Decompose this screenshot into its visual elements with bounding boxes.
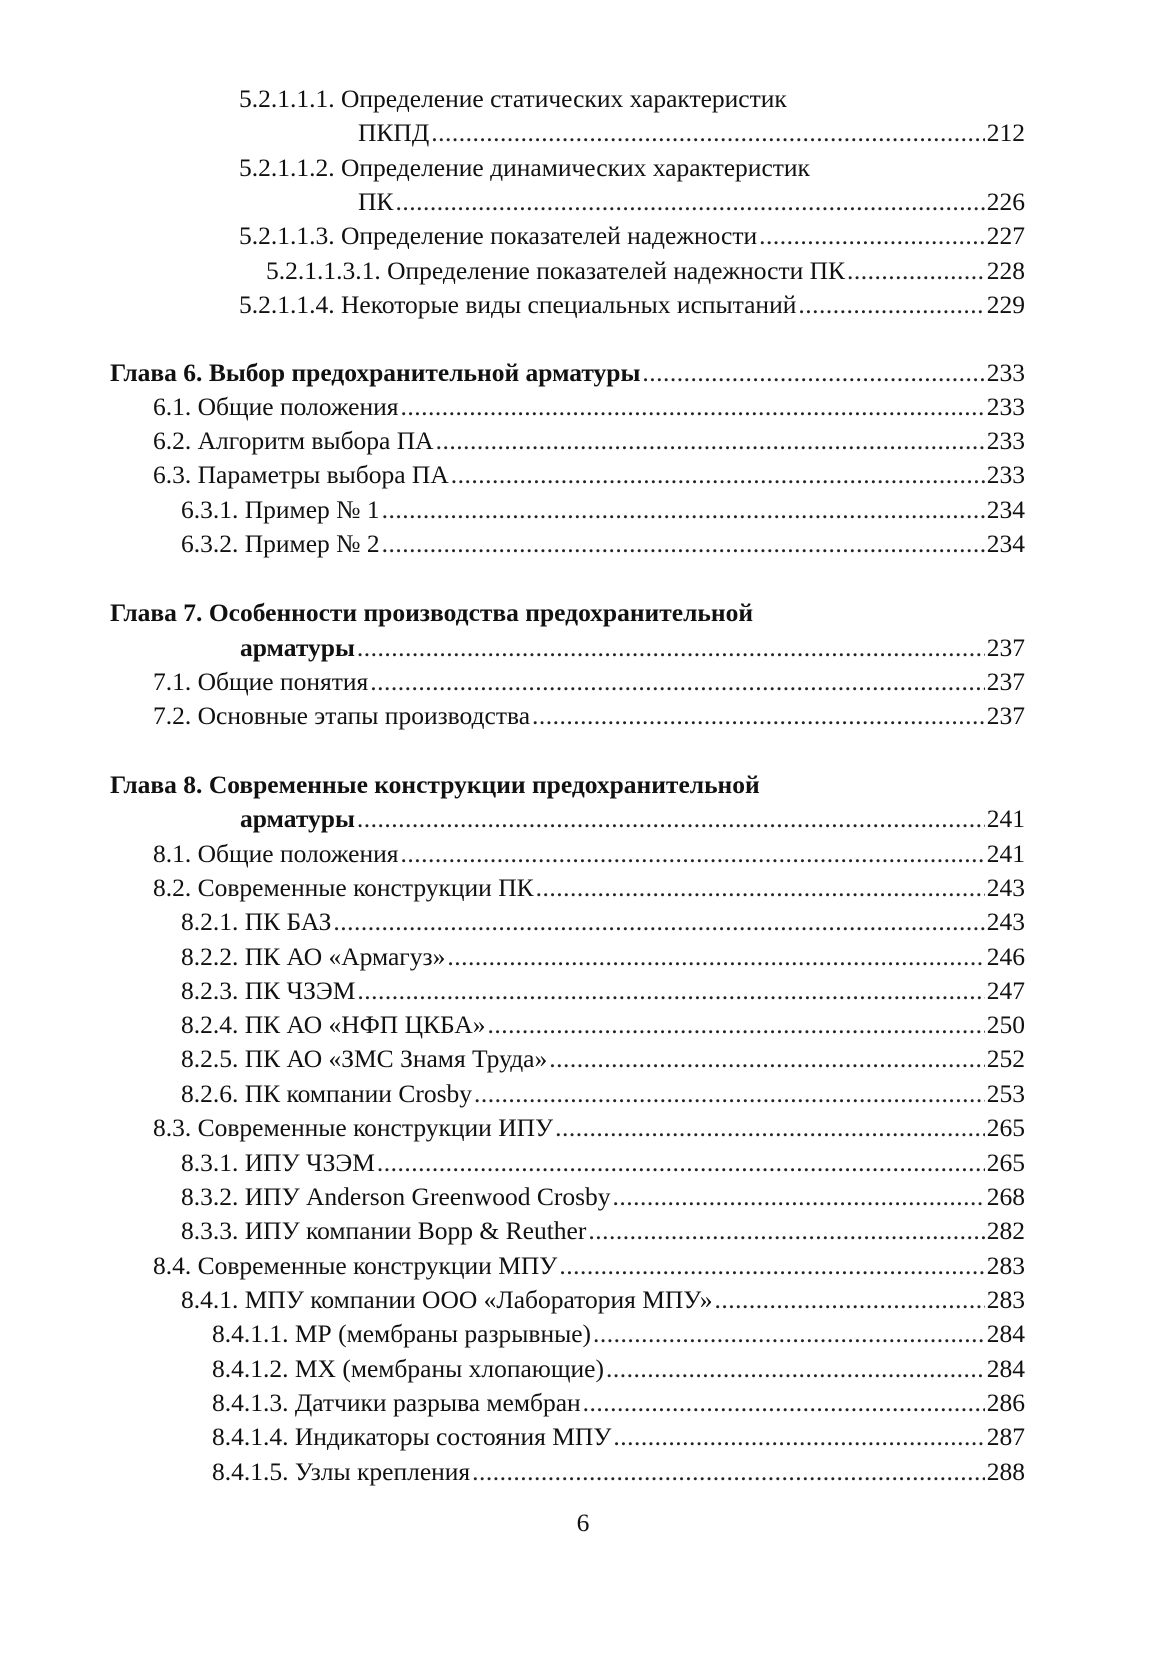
toc-entry-title: ПК компании Crosby xyxy=(244,1079,472,1108)
toc-entry-page: 233 xyxy=(986,426,1025,455)
toc-leader xyxy=(613,1421,984,1453)
toc-leader xyxy=(559,1250,984,1282)
toc-entry-title: Некоторые виды специальных испытаний xyxy=(341,290,797,319)
toc-entry-number: 8.4.1.5. xyxy=(212,1457,289,1486)
toc-entry[interactable] xyxy=(181,1181,1025,1213)
toc-entry[interactable] xyxy=(181,975,1025,1007)
toc-entry-number: 8.4.1.4. xyxy=(212,1422,289,1451)
toc-entry-title: ИПУ Anderson Greenwood Crosby xyxy=(244,1182,611,1211)
toc-entry-number: 8.4. xyxy=(153,1251,192,1280)
toc-leader xyxy=(606,1353,985,1385)
toc-entry-title: Общие положения xyxy=(197,392,399,421)
toc-entry-number: 6.3. xyxy=(153,460,192,489)
toc-chapter[interactable] xyxy=(240,803,1025,835)
toc-entry-page: 226 xyxy=(986,187,1025,216)
toc-chapter-number: Глава 7. xyxy=(110,598,203,627)
toc-entry-page: 283 xyxy=(986,1251,1025,1280)
toc-entry[interactable] xyxy=(181,494,1025,526)
toc-entry-number: 8.4.1. xyxy=(181,1285,239,1314)
toc-leader xyxy=(357,632,985,664)
toc-leader xyxy=(715,1284,985,1316)
toc-entry-title: Современные конструкции МПУ xyxy=(197,1251,558,1280)
toc-entry[interactable] xyxy=(181,1043,1025,1075)
toc-chapter[interactable] xyxy=(110,357,1025,389)
toc-entry[interactable] xyxy=(181,1215,1025,1247)
toc-entry-title: Датчики разрыва мембран xyxy=(294,1388,581,1417)
toc-entry-page: 241 xyxy=(986,804,1025,833)
toc-entry[interactable] xyxy=(212,1456,1025,1488)
toc-entry-title: МПУ компании ООО «Лаборатория МПУ» xyxy=(244,1285,713,1314)
toc-entry-page: 237 xyxy=(986,701,1025,730)
toc-entry-heading xyxy=(239,83,787,115)
toc-entry[interactable] xyxy=(153,391,1025,423)
toc-entry-number: 8.3.3. xyxy=(181,1216,239,1245)
toc-entry-page: 265 xyxy=(986,1148,1025,1177)
toc-entry-number: 8.2.1. xyxy=(181,907,239,936)
toc-entry-page: 233 xyxy=(986,358,1025,387)
toc-entry-title: Основные этапы производства xyxy=(197,701,531,730)
toc-entry[interactable] xyxy=(153,872,1025,904)
toc-entry-title: МХ (мембраны хлопающие) xyxy=(294,1354,604,1383)
toc-entry-page: 234 xyxy=(986,495,1025,524)
toc-entry-title: Алгоритм выбора ПА xyxy=(197,426,434,455)
toc-leader xyxy=(357,975,984,1007)
toc-chapter[interactable] xyxy=(240,632,1025,664)
toc-entry-page: 253 xyxy=(986,1079,1025,1108)
toc-entry-heading xyxy=(239,152,810,184)
toc-entry-title: Определение показателей надежности ПК xyxy=(387,256,846,285)
toc-entry-title: ПК АО «ЗМС Знамя Труда» xyxy=(244,1044,548,1073)
toc-entry-page: 286 xyxy=(986,1388,1025,1417)
toc-entry-page: 288 xyxy=(986,1457,1025,1486)
toc-entry-page: 252 xyxy=(986,1044,1025,1073)
toc-entry-title: ИПУ компании Bopp & Reuther xyxy=(244,1216,587,1245)
toc-entry-number: 6.2. xyxy=(153,426,192,455)
toc-entry-title: ПК xyxy=(358,187,394,216)
toc-entry-page: 268 xyxy=(986,1182,1025,1211)
toc-entry[interactable] xyxy=(153,700,1025,732)
toc-entry-page: 246 xyxy=(986,942,1025,971)
toc-leader xyxy=(357,803,985,835)
toc-leader xyxy=(487,1009,984,1041)
toc-leader xyxy=(377,1147,985,1179)
toc-chapter-title: Выбор предохранительной арматуры xyxy=(208,358,641,387)
toc-entry-number: 8.2.3. xyxy=(181,976,239,1005)
toc-entry-page: 282 xyxy=(986,1216,1025,1245)
toc-entry-page: 287 xyxy=(986,1422,1025,1451)
toc-entry-number: 5.2.1.1.3. xyxy=(239,221,335,250)
toc-entry-page: 212 xyxy=(986,118,1025,147)
toc-entry-number: 8.2. xyxy=(153,873,192,902)
toc-entry-number: 8.2.6. xyxy=(181,1079,239,1108)
toc-entry-title: Параметры выбора ПА xyxy=(197,460,449,489)
toc-entry[interactable] xyxy=(153,425,1025,457)
toc-leader xyxy=(333,906,984,938)
toc-chapter-title: Современные конструкции предохранительной xyxy=(208,770,760,799)
toc-leader xyxy=(642,357,984,389)
toc-leader xyxy=(370,666,984,698)
toc-entry[interactable] xyxy=(358,186,1025,218)
toc-entry-page: 234 xyxy=(986,529,1025,558)
toc-entry-number: 8.4.1.3. xyxy=(212,1388,289,1417)
toc-entry-number: 8.4.1.1. xyxy=(212,1319,289,1348)
toc-leader xyxy=(474,1078,985,1110)
toc-entry-title: ИПУ ЧЗЭМ xyxy=(244,1148,375,1177)
toc-leader xyxy=(447,941,984,973)
toc-leader xyxy=(555,1112,985,1144)
toc-leader xyxy=(436,425,985,457)
toc-entry-number: 6.3.2. xyxy=(181,529,239,558)
toc-entry-number: 8.2.5. xyxy=(181,1044,239,1073)
toc-leader xyxy=(536,872,985,904)
toc-entry-title: ПК АО «НФП ЦКБА» xyxy=(244,1010,486,1039)
toc-entry[interactable] xyxy=(153,459,1025,491)
toc-leader xyxy=(431,117,985,149)
toc-entry[interactable] xyxy=(358,117,1025,149)
toc-chapter-title: Особенности производства предохранительной xyxy=(208,598,754,627)
toc-entry-page: 237 xyxy=(986,667,1025,696)
toc-entry-page: 237 xyxy=(986,633,1025,662)
toc-entry[interactable] xyxy=(153,666,1025,698)
toc-entry-page: 284 xyxy=(986,1319,1025,1348)
toc-entry-title: Общие понятия xyxy=(197,667,369,696)
toc-entry-title: Определение показателей надежности xyxy=(341,221,758,250)
toc-entry[interactable] xyxy=(181,1284,1025,1316)
toc-entry-page: 228 xyxy=(986,256,1025,285)
toc-entry-number: 8.4.1.2. xyxy=(212,1354,289,1383)
toc-entry-number: 5.2.1.1.2. xyxy=(239,153,335,182)
toc-leader xyxy=(451,459,985,491)
toc-entry[interactable] xyxy=(212,1421,1025,1453)
toc-entry-title: Пример № 1 xyxy=(244,495,380,524)
toc-entry-title: ПК БАЗ xyxy=(244,907,332,936)
toc-entry-number: 8.3.2. xyxy=(181,1182,239,1211)
toc-entry-number: 5.2.1.1.4. xyxy=(239,290,335,319)
toc-entry-title: Узлы крепления xyxy=(294,1457,471,1486)
toc-entry-title: Определение статических характеристик xyxy=(341,84,787,113)
toc-entry[interactable] xyxy=(239,289,1025,321)
toc-entry-number: 8.2.4. xyxy=(181,1010,239,1039)
toc-leader xyxy=(759,220,985,252)
toc-entry[interactable] xyxy=(153,838,1025,870)
toc-leader xyxy=(382,528,985,560)
toc-leader xyxy=(395,186,984,218)
toc-chapter-heading xyxy=(110,597,753,629)
toc-leader xyxy=(532,700,985,732)
toc-entry[interactable] xyxy=(212,1353,1025,1385)
toc-entry[interactable] xyxy=(212,1387,1025,1419)
toc-entry-title: ПК АО «Армагуз» xyxy=(244,942,446,971)
toc-entry-page: 247 xyxy=(986,976,1025,1005)
toc-entry-page: 250 xyxy=(986,1010,1025,1039)
toc-leader xyxy=(588,1215,984,1247)
toc-entry-title: МР (мембраны разрывные) xyxy=(294,1319,592,1348)
toc-entry-page: 243 xyxy=(986,873,1025,902)
toc-entry-page: 243 xyxy=(986,907,1025,936)
toc-leader xyxy=(847,255,985,287)
toc-entry-number: 8.3.1. xyxy=(181,1148,239,1177)
toc-entry-number: 6.1. xyxy=(153,392,192,421)
toc-entry-number: 6.3.1. xyxy=(181,495,239,524)
toc-chapter-heading xyxy=(110,769,760,801)
toc-entry[interactable] xyxy=(266,255,1025,287)
toc-chapter-number: Глава 6. xyxy=(110,358,203,387)
toc-leader xyxy=(401,391,985,423)
toc-entry-title: ПКПД xyxy=(358,118,430,147)
toc-entry-page: 265 xyxy=(986,1113,1025,1142)
toc-entry[interactable] xyxy=(181,1009,1025,1041)
toc-entry-number: 5.2.1.1.1. xyxy=(239,84,335,113)
toc-leader xyxy=(382,494,985,526)
toc-entry-page: 283 xyxy=(986,1285,1025,1314)
toc-entry-page: 227 xyxy=(986,221,1025,250)
toc-leader xyxy=(472,1456,985,1488)
toc-entry-title: Пример № 2 xyxy=(244,529,380,558)
toc-entry[interactable] xyxy=(153,1112,1025,1144)
toc-entry-page: 233 xyxy=(986,392,1025,421)
toc-entry-number: 7.2. xyxy=(153,701,192,730)
toc-entry-number: 8.3. xyxy=(153,1113,192,1142)
toc-chapter-number: Глава 8. xyxy=(110,770,203,799)
toc-chapter-title: арматуры xyxy=(240,633,355,662)
toc-entry[interactable] xyxy=(181,941,1025,973)
toc-entry-title: Современные конструкции ПК xyxy=(197,873,534,902)
toc-leader xyxy=(613,1181,985,1213)
toc-entry[interactable] xyxy=(181,1147,1025,1179)
toc-entry-page: 241 xyxy=(986,839,1025,868)
toc-entry[interactable] xyxy=(153,1250,1025,1282)
toc-entry[interactable] xyxy=(181,906,1025,938)
toc-leader xyxy=(549,1043,984,1075)
toc-entry-title: Определение динамических характеристик xyxy=(341,153,810,182)
toc-entry-title: Общие положения xyxy=(197,839,399,868)
toc-leader xyxy=(593,1318,985,1350)
toc-entry[interactable] xyxy=(212,1318,1025,1350)
page-number: 6 xyxy=(576,1508,590,1537)
toc-entry-title: ПК ЧЗЭМ xyxy=(244,976,356,1005)
toc-entry[interactable] xyxy=(181,528,1025,560)
toc-entry-page: 284 xyxy=(986,1354,1025,1383)
toc-entry-number: 7.1. xyxy=(153,667,192,696)
toc-entry-number: 5.2.1.1.3.1. xyxy=(266,256,381,285)
toc-entry[interactable] xyxy=(239,220,1025,252)
toc-chapter-title: арматуры xyxy=(240,804,355,833)
toc-leader xyxy=(583,1387,985,1419)
toc-entry-number: 8.2.2. xyxy=(181,942,239,971)
toc-entry-page: 233 xyxy=(986,460,1025,489)
toc-entry-title: Современные конструкции ИПУ xyxy=(197,1113,554,1142)
toc-entry[interactable] xyxy=(181,1078,1025,1110)
toc-leader xyxy=(401,838,985,870)
toc-leader xyxy=(798,289,984,321)
toc-entry-title: Индикаторы состояния МПУ xyxy=(294,1422,612,1451)
toc-entry-page: 229 xyxy=(986,290,1025,319)
toc-entry-number: 8.1. xyxy=(153,839,192,868)
